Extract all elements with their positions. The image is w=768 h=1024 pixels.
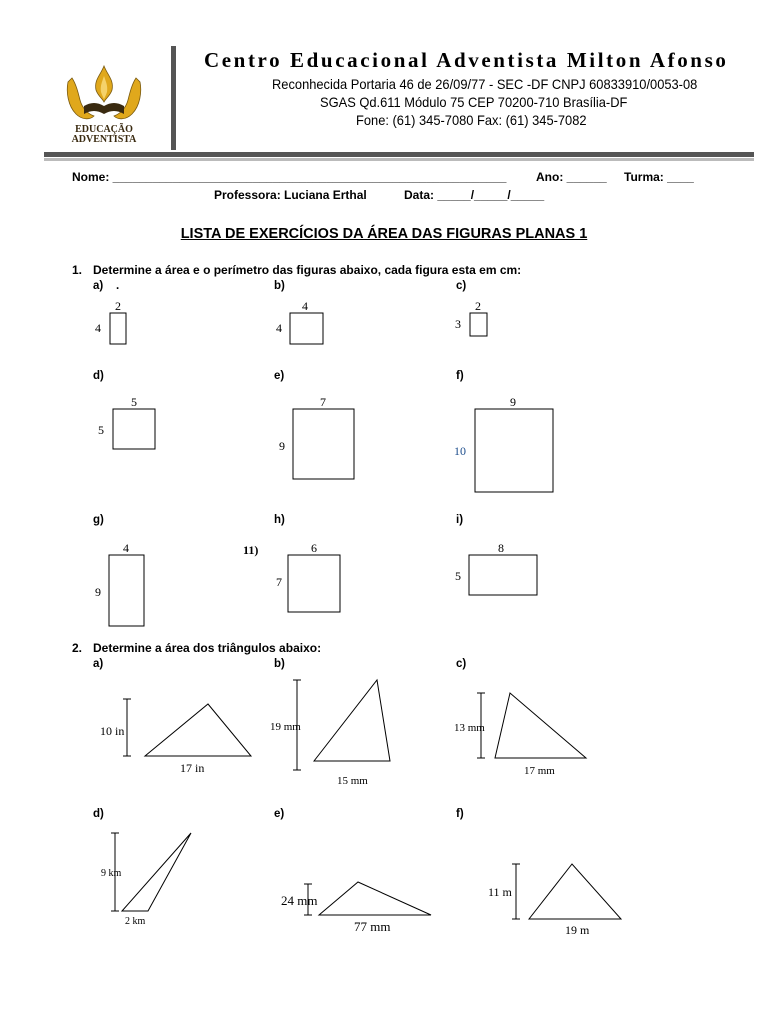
field-professora: Professora: Luciana Erthal [214, 188, 367, 202]
q2-label-a: a) [93, 658, 104, 670]
triangle-c-base: 17 mm [524, 765, 555, 777]
header-line-3: Fone: (61) 345-7080 Fax: (61) 345-7082 [356, 112, 587, 128]
rect-g-height: 9 [95, 585, 101, 599]
triangle-e-base: 77 mm [354, 919, 391, 934]
header-line-2: SGAS Qd.611 Módulo 75 CEP 70200-710 Brasília-DF [320, 94, 628, 110]
q1-label-h: h) [274, 514, 285, 526]
triangle-d-height: 9 km [101, 868, 122, 879]
rect-f [475, 409, 553, 492]
triangle-d-base: 2 km [125, 916, 146, 927]
rect-e [293, 409, 354, 479]
q1-label-g: g) [93, 514, 104, 526]
rect-d [113, 409, 155, 449]
rect-f-height: 10 [454, 444, 466, 458]
triangle-e [319, 882, 431, 915]
triangle-b [314, 680, 390, 761]
school-name: Centro Educacional Adventista Milton Afonso [204, 48, 729, 72]
header-line-1: Reconhecida Portaria 46 de 26/09/77 - SEC -DF CNPJ 60833910/0053-08 [272, 76, 698, 92]
rect-h-height: 7 [276, 575, 282, 589]
q1-label-a-extra: . [116, 280, 120, 292]
rect-g [109, 555, 144, 626]
rect-e-width: 7 [320, 395, 326, 409]
rect-c [470, 313, 487, 336]
rect-f-width: 9 [510, 395, 516, 409]
rect-i-height: 5 [455, 569, 461, 583]
q2-text: Determine a área dos triângulos abaixo: [93, 641, 322, 655]
logo-text-top: EDUCAÇÃO [75, 124, 133, 135]
rect-c-width: 2 [475, 299, 481, 313]
rect-d-width: 5 [131, 395, 137, 409]
q1-label-a: a) [93, 280, 104, 292]
triangle-f-height: 11 m [488, 885, 512, 899]
triangle-f [529, 864, 621, 919]
triangle-c [495, 693, 586, 758]
q2-figures [0, 640, 768, 960]
list-title: LISTA DE EXERCÍCIOS DA ÁREA DAS FIGURAS PLANAS 1 [180, 226, 588, 242]
triangle-b-height: 19 mm [270, 721, 301, 733]
q1-label-e: e) [274, 370, 285, 382]
rect-a [110, 313, 126, 344]
triangle-a-base: 17 in [180, 761, 205, 775]
q2-label-c: c) [456, 658, 467, 670]
triangle-a-height: 10 in [100, 724, 125, 738]
field-turma[interactable]: Turma: ____ [624, 170, 694, 184]
q1-label-f: f) [456, 370, 464, 382]
triangle-f-base: 19 m [565, 923, 590, 937]
triangle-e-height: 24 mm [281, 893, 318, 908]
triangle-b-base: 15 mm [337, 775, 368, 787]
rect-a-height: 4 [95, 321, 101, 335]
rect-c-height: 3 [455, 317, 461, 331]
field-ano[interactable]: Ano: ______ [536, 170, 607, 184]
q1-label-i: i) [456, 514, 464, 526]
q2-label-d: d) [93, 808, 104, 820]
rect-b-width: 4 [302, 299, 308, 313]
rect-e-height: 9 [279, 439, 285, 453]
field-data[interactable]: Data: _____/_____/_____ [404, 188, 545, 202]
rect-b [290, 313, 323, 344]
rect-b-height: 4 [276, 321, 282, 335]
rect-a-width: 2 [115, 299, 121, 313]
q2-label-e: e) [274, 808, 285, 820]
q1-label-c: c) [456, 280, 467, 292]
rect-h-width: 6 [311, 541, 317, 555]
q1-label-d: d) [93, 370, 104, 382]
rect-d-height: 5 [98, 423, 104, 437]
q2-label-f: f) [456, 808, 464, 820]
q1-label-b: b) [274, 280, 285, 292]
rect-i-width: 8 [498, 541, 504, 555]
triangle-d [122, 833, 191, 911]
triangle-c-height: 13 mm [454, 722, 485, 734]
rect-g-width: 4 [123, 541, 129, 555]
rect-i [469, 555, 537, 595]
rect-h-extra-label: 11) [243, 543, 259, 557]
q2-label-b: b) [274, 658, 285, 670]
logo-text-bottom: ADVENTISTA [71, 134, 137, 145]
field-nome[interactable]: Nome: ___________________________________________________________ [72, 170, 507, 184]
q2-number: 2. [72, 641, 83, 655]
q1-number: 1. [72, 263, 83, 277]
rect-h [288, 555, 340, 612]
triangle-a [145, 704, 251, 756]
q1-text: Determine a área e o perímetro das figuras abaixo, cada figura esta em cm: [93, 263, 522, 277]
